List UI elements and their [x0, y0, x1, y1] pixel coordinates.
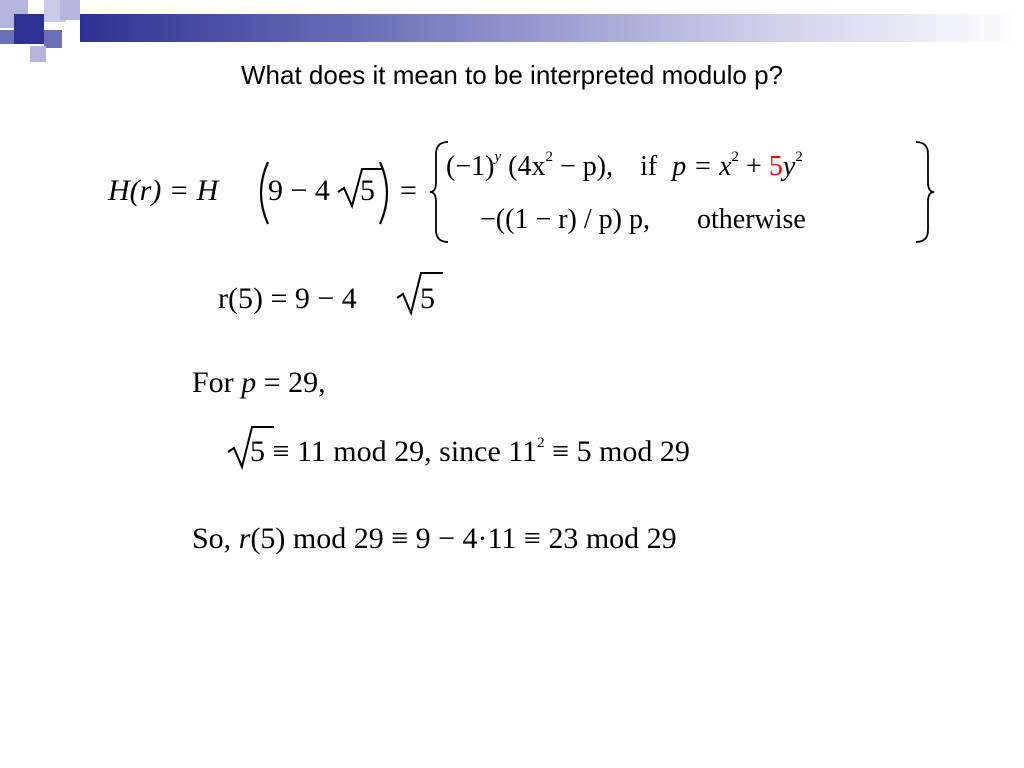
- case-2: −((1 − r) / p) p, otherwise: [480, 204, 806, 235]
- deco-square: [60, 0, 80, 20]
- eq1-radicand: 5: [360, 174, 375, 207]
- eq2-lhs: r(5) = 9 − 4: [218, 282, 357, 315]
- title-gradient-bar: [80, 14, 1024, 42]
- deco-square: [44, 30, 62, 48]
- deco-square: [0, 30, 14, 44]
- highlight-five: 5: [768, 151, 783, 182]
- right-brace: [912, 140, 936, 244]
- case-1: $(-1)^y$ $(4x^2 - p)$, if $p = x^2 + 5y^2$: [446, 149, 803, 182]
- eq1-lhs: H(r) = H: [108, 174, 219, 207]
- equation-r5-mod29: So, r(5) mod 29 ≡ 9 − 4·11 ≡ 23 mod 29: [192, 522, 677, 555]
- slide-title: What does it mean to be interpreted modulo p?: [241, 60, 783, 90]
- eq1-equals: =: [400, 174, 417, 207]
- eq1-nine: 9: [268, 174, 283, 207]
- equation-for-p: For p = 29,: [192, 366, 326, 399]
- right-paren: [376, 160, 396, 226]
- deco-square: [14, 14, 44, 44]
- eq1-minus-four: − 4: [290, 174, 330, 207]
- eq2-radicand: 5: [420, 282, 435, 315]
